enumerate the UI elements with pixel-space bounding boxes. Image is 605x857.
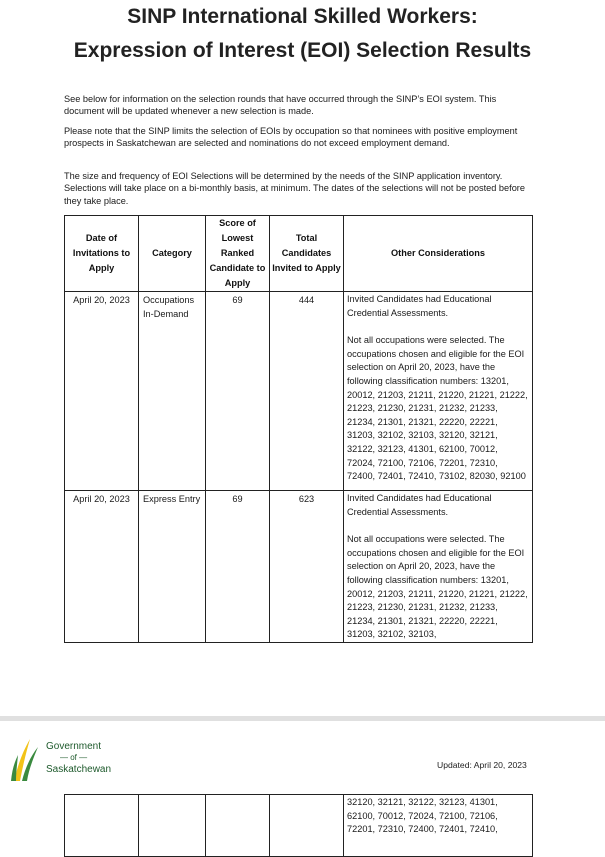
cell-other (344, 491, 533, 643)
page-title-line-2: Expression of Interest (EOI) Selection Results (73, 39, 532, 62)
page-break-divider (0, 716, 605, 721)
selection-results-table (64, 215, 533, 643)
logo-line-3: Saskatchewan (46, 764, 112, 775)
table-row (65, 795, 533, 857)
cell-category: Express Entry (139, 491, 206, 643)
cell-score: 69 (206, 292, 270, 491)
table-row (65, 491, 533, 643)
cell-score (206, 795, 270, 857)
cell-other: 32120, 32121, 32122, 32123, 41301, 62100, 70012, 72024, 72100, 72106, 72201, 72310, 72400, 72401, 72410, (344, 795, 533, 857)
updated-date: Updated: April 20, 2023 (437, 760, 527, 770)
cell-date: April 20, 2023 (65, 491, 139, 643)
cell-category: Occupations In-Demand (139, 292, 206, 491)
wheat-sheaf-icon (8, 735, 44, 785)
intro-paragraph-3: The size and frequency of EOI Selections will be determined by the needs of the SINP application inventory. Selections will take place on a bi-monthly basis, at minimum. The dates of the selections will not be posted before they take place. (64, 171, 525, 206)
cell-total: 444 (270, 292, 344, 491)
other-ecas-note: Invited Candidates had Educational Credential Assessments. (347, 294, 492, 318)
selection-results-table-continued (64, 794, 533, 857)
logo-wordmark: Government — of — Saskatchewan (46, 741, 112, 775)
cell-date: April 20, 2023 (65, 292, 139, 491)
cell-date (65, 795, 139, 857)
logo-line-2: of (70, 753, 77, 762)
other-ecas-note: Invited Candidates had Educational Credential Assessments. (347, 493, 492, 517)
government-of-saskatchewan-logo (8, 735, 118, 785)
header-score: Score of Lowest Ranked Candidate to Apply (206, 216, 270, 292)
header-date: Date of Invitations to Apply (65, 216, 139, 292)
other-occupations-note: Not all occupations were selected. The occupations chosen and eligible for the EOI selection on April 20, 2023, have the following classification numbers: 13201, 20012, 21203, 21211, 21220, 21221, 21222, 21223, 21230, 21231, 21232, 21233, 21234, 21301, 21321, 22220, 22221, 31203, 32102, 32103, 32120, 32121, 32122, 32123, 41301, 62100, 70012, 72024, 72100, 72106, 72201, 72310, 72400, 72401, 72410, 73102, 82030, 92100 (347, 335, 528, 482)
cell-total (270, 795, 344, 857)
other-occupations-note: Not all occupations were selected. The occupations chosen and eligible for the EOI selection on April 20, 2023, have the following classification numbers: 13201, 20012, 21203, 21211, 21220, 21221, 21222, 21223, 21230, 21231, 21232, 21233, 21234, 21301, 21321, 22220, 22221, 31203, 32102, 32103, (347, 534, 528, 640)
table-header-row (65, 216, 533, 292)
cell-other (344, 292, 533, 491)
cell-score: 69 (206, 491, 270, 643)
cell-category (139, 795, 206, 857)
intro-paragraph-2: Please note that the SINP limits the selection of EOIs by occupation so that nominees with positive employment prospects in Saskatchewan are selected and nominations do not exceed employment demand. (64, 126, 518, 149)
logo-line-1: Government (46, 741, 102, 752)
header-other: Other Considerations (344, 216, 533, 292)
header-category: Category (139, 216, 206, 292)
page-title-line-1: SINP International Skilled Workers: (127, 5, 478, 28)
cell-total: 623 (270, 491, 344, 643)
table-row (65, 292, 533, 491)
intro-paragraph-1: See below for information on the selection rounds that have occurred through the SINP’s EOI system. This document will be updated whenever a new selection is made. (64, 94, 497, 117)
header-total: Total Candidates Invited to Apply (270, 216, 344, 292)
